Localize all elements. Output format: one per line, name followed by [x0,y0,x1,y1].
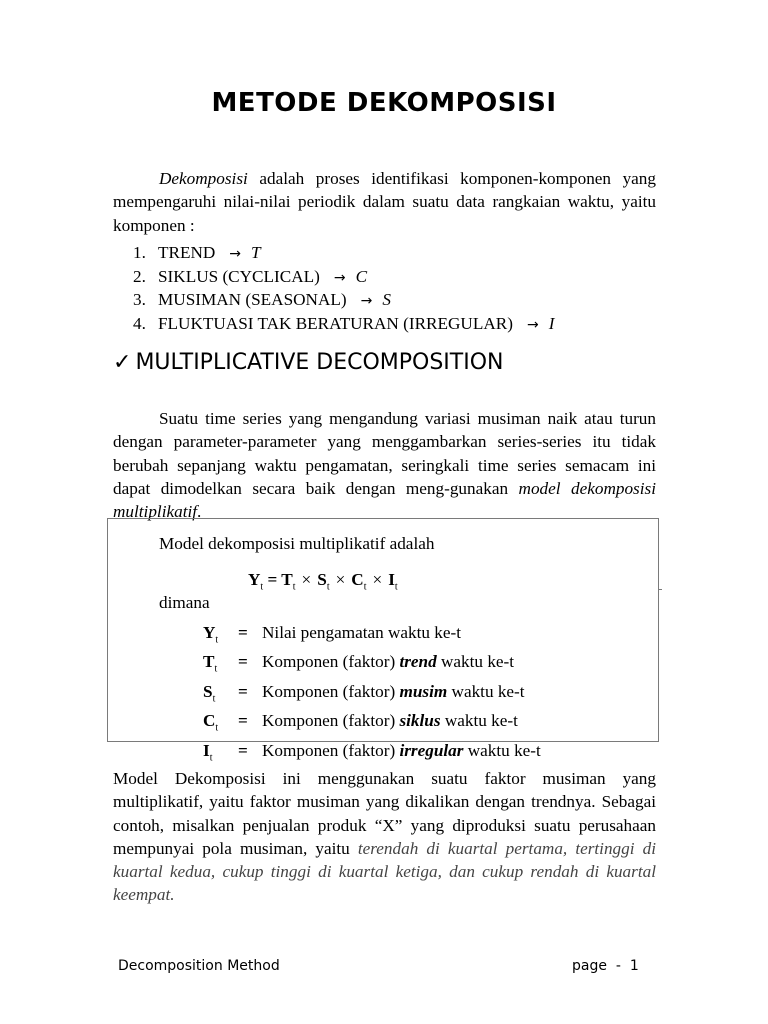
page-number: page - 1 [572,958,639,974]
box-divider-tick [659,589,662,590]
component-symbol: I [548,313,555,333]
definition-text: Komponen (faktor) siklus waktu ke-t [262,711,518,731]
definition-equals: = [238,681,248,701]
component-label: MUSIMAN (SEASONAL) [158,290,347,309]
section-paragraph-emphasis: model dekomposisi multiplikatif [113,478,656,522]
arrow-right-icon: → [229,246,242,262]
definition-variable: $C_t$ [203,711,219,734]
intro-term: Dekomposisi [159,169,248,188]
section-heading [113,350,504,375]
component-symbol: T [251,243,261,262]
arrow-right-icon: → [333,269,346,286]
definition-text: Nilai pengamatan waktu ke-t [262,623,462,642]
definition-equals: = [238,623,248,642]
definition-row [203,681,541,710]
section-paragraph-end: . [197,502,202,522]
model-intro: Model dekomposisi multiplikatif adalah [159,534,435,553]
model-formula: $Y_t = T_t \times S_t \times C_t \times I_t$ [248,570,398,593]
closing-paragraph [113,767,656,907]
page-title: METODE DEKOMPOSISI [211,88,557,118]
component-label: FLUKTUASI TAK BERATURAN (IRREGULAR) [158,313,513,333]
definition-text: Komponen (faktor) irregular waktu ke-t [262,740,541,760]
dimana-label: dimana [159,593,210,612]
component-number: 2. [133,266,146,286]
definition-variable: $I_t$ [203,740,213,764]
definition-variable: $S_t$ [203,681,216,705]
section-paragraph-text: Suatu time series yang mengandung variasi musiman naik atau turun dengan parameter-parameter yang menggambarkan series-series itu tidak berubah sepanjang waktu pengamatan, seringkali time series semacam ini dapat dimodelkan secara baik dengan meng-gunakan [113,409,656,498]
definition-equals: = [238,740,248,760]
arrow-right-icon: → [526,316,539,333]
footer-title: Decomposition Method [118,958,280,974]
definition-list [203,622,541,769]
definition-variable: $T_t$ [203,652,218,675]
component-number: 1. [133,243,146,262]
definition-row [203,710,541,739]
definition-equals: = [238,652,248,672]
component-label: TREND [158,243,216,262]
component-item [133,242,554,266]
definition-variable: $Y_t$ [203,623,219,646]
definition-text: Komponen (faktor) trend waktu ke-t [262,652,515,672]
closing-text: Model Dekomposisi ini menggunakan suatu faktor musiman yang multiplikatif, yaitu faktor musiman yang dikalikan dengan trendnya. Sebagai contoh, misalkan penjualan produk “X” yang diproduksi suatu perusahaan mempunyai pola musiman, yaitu [113,769,656,858]
definition-row [203,651,541,680]
component-symbol: C [355,266,368,286]
component-label: SIKLUS (CYCLICAL) [158,266,320,286]
component-number: 3. [133,290,146,309]
component-symbol: S [382,290,391,309]
closing-italic: terendah di kuartal pertama, tertinggi di kuartal kedua, cukup tinggi di kuartal ketiga, dan cukup rendah di kuartal keempat. [113,838,656,905]
component-item [133,266,554,290]
definition-equals: = [238,711,248,731]
intro-paragraph [113,167,656,237]
definition-row [203,740,541,769]
component-item [133,289,554,313]
model-box [107,518,659,764]
definition-row [203,622,541,651]
component-number: 4. [133,313,146,333]
component-item [133,313,554,337]
arrow-right-icon: → [360,293,373,309]
section-paragraph [113,407,656,523]
definition-text: Komponen (faktor) musim waktu ke-t [262,681,525,701]
intro-text: adalah proses identifikasi komponen-komponen yang mempengaruhi nilai-nilai periodik dalam suatu data rangkaian waktu, yaitu komponen : [113,169,656,235]
component-list [133,242,554,336]
checkmark-icon: ✓ [113,350,132,375]
section-heading-text: MULTIPLICATIVE DECOMPOSITION [135,350,504,375]
